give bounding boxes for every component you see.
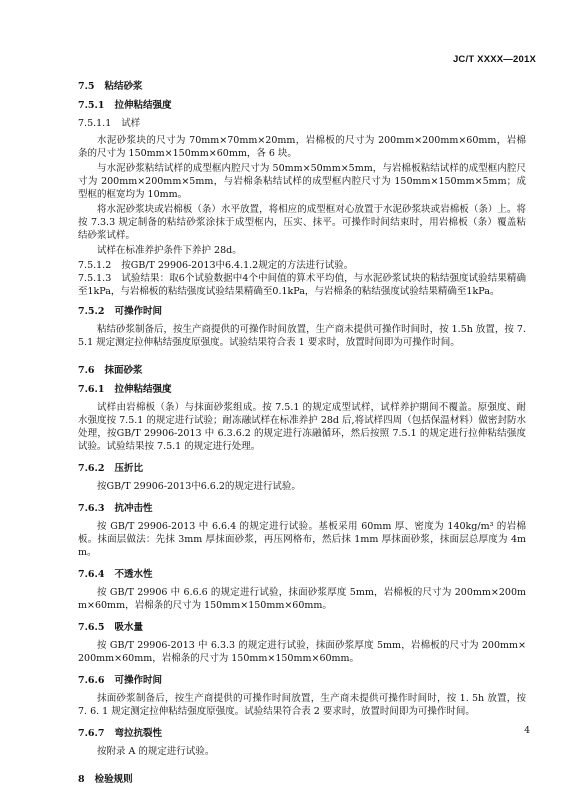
section-heading: 7.5 粘结砂浆	[78, 81, 143, 92]
section-heading: 8 检验规则	[78, 774, 133, 785]
document-body	[78, 74, 526, 792]
paragraph: 抹面砂浆制备后，按生产商提供的可操作时间放置，生产商未提供可操作时间时，按 1. 5h 放置，按 7. 6. 1 规定测定拉伸粘结强度原强度。试验结果符合表 2 要求时，放置时间即为可操作时间。	[78, 693, 526, 717]
clause-heading: 7.5.1.1 试样	[78, 118, 141, 129]
paragraph: 试样由岩棉板（条）与抹面砂浆组成。按 7.5.1 的规定成型试样，试样养护期间不覆盖。原强度、耐水强度按 7.5.1 的规定进行试验；耐冻融试样在标准养护 28d 后,将试样四周（包括保温材料）做密封防水处理，按GB/T 29906-2013 中 6.3.6.2 的规定进行冻融循环，然后按照 7.5.1 的规定进行拉伸粘结强度试验。试验结果按 7.5.1 的规定进行处理。	[78, 402, 526, 452]
subsection-heading: 7.6.2 压折比	[78, 463, 143, 474]
page-number: 4	[524, 726, 530, 736]
paragraph: 按 GB/T 29906-2013 中 6.3.3 的规定进行试验，抹面砂浆厚度 5mm，岩棉板的尺寸为 200mm×200mm×60mm，岩棉条的尺寸为 150mm×150mm×60mm。	[78, 640, 526, 664]
paragraph: 与水泥砂浆粘结试样的成型框内腔尺寸为 50mm×50mm×5mm，与岩棉板粘结试样的成型框内腔尺寸为 200mm×200mm×5mm，与岩棉条粘结试样的成型框内腔尺寸为 150mm×150mm×5mm；成型框的框宽均为 10mm。	[78, 163, 526, 200]
subsection-heading: 7.5.1 拉伸粘结强度	[78, 100, 172, 111]
paragraph: 按 GB/T 29906-2013 中 6.6.4 的规定进行试验。基板采用 60mm 厚、密度为 140kg/m³ 的岩棉板。抹面层做法：先抹 3mm 厚抹面砂浆，再压网格布，然后抹 1mm 厚抹面砂浆，抹面层总厚度为 4mm。	[78, 521, 526, 558]
subsection-heading: 7.6.1 拉伸粘结强度	[78, 384, 172, 395]
clause: 7.5.1.3 试验结果：取6个试验数据中4个中间值的算术平均值，与水泥砂浆试块的粘结强度试验结果精确至1kPa，与岩棉板的粘结强度试验结果精确至0.1kPa，与岩棉条的粘结强度试验结果精确至1kPa。	[78, 273, 526, 297]
section-heading: 7.6 抹面砂浆	[78, 365, 143, 376]
paragraph: 水泥砂浆块的尺寸为 70mm×70mm×20mm，岩棉板的尺寸为 200mm×200mm×60mm，岩棉条的尺寸为 150mm×150mm×60mm，各 6 块。	[78, 135, 526, 159]
paragraph: 将水泥砂浆块或岩棉板（条）水平放置，将相应的成型框对心放置于水泥砂浆块或岩棉板（条）上。将按 7.3.3 规定制备的粘结砂浆涂抹于成型框内，压实、抹平。可操作时间结束时，用岩棉板（条）覆盖粘结砂浆试样。	[78, 204, 526, 241]
standard-code: JC/T XXXX—201X	[452, 54, 536, 65]
paragraph: 试样在标准养护条件下养护 28d。	[97, 245, 242, 256]
clause: 7.5.1.2 按GB/T 29906-2013中6.4.1.2规定的方法进行试验。	[78, 260, 354, 271]
subsection-heading: 7.6.6 可操作时间	[78, 675, 162, 686]
paragraph: 按 GB/T 29906 中 6.6.6 的规定进行试验，抹面砂浆厚度 5mm，岩棉板的尺寸为 200mm×200mm×60mm，岩棉条的尺寸为 150mm×150mm×60mm。	[78, 587, 526, 611]
subsection-heading: 7.6.3 抗冲击性	[78, 503, 153, 514]
paragraph: 按附录 A 的规定进行试验。	[97, 746, 215, 757]
subsection-heading: 7.6.7 弯拉抗裂性	[78, 728, 162, 739]
subsection-heading: 7.6.4 不透水性	[78, 569, 153, 580]
paragraph: 粘结砂浆制备后，按生产商提供的可操作时间放置，生产商未提供可操作时间时，按 1.5h 放置，按 7.5.1 规定测定拉伸粘结强度原强度。试验结果符合表 1 要求时，放置时间即为可操作时间。	[78, 324, 526, 348]
subsection-heading: 7.5.2 可操作时间	[78, 306, 162, 317]
paragraph: 按GB/T 29906-2013中6.6.2的规定进行试验。	[97, 481, 301, 492]
subsection-heading: 7.6.5 吸水量	[78, 622, 143, 633]
